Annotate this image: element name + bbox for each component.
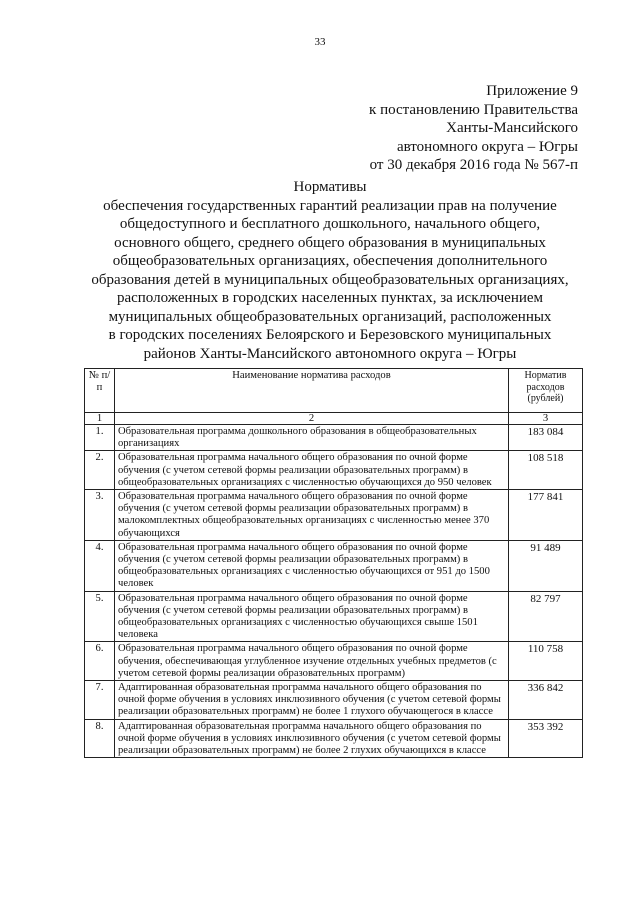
header-name: Наименование норматива расходов (115, 369, 509, 413)
norms-table (84, 368, 583, 758)
page-number: 33 (314, 36, 326, 48)
appendix-line: от 30 декабря 2016 года № 567-п (369, 157, 578, 173)
title-line: общедоступного и бесплатного дошкольного, начального общего, (119, 216, 541, 232)
appendix-block (369, 82, 578, 175)
row-num: 3. (85, 490, 115, 541)
title-line: общеобразовательных организациях, обеспечения дополнительного (112, 253, 548, 269)
index-cell: 1 (85, 413, 115, 425)
row-value: 353 392 (509, 719, 583, 758)
title-line: расположенных в городских населенных пунктах, за исключением (116, 290, 544, 306)
table-row (85, 591, 583, 642)
row-name: Образовательная программа начального общего образования по очной форме обучения (с учетом сетевой формы реализации образовательных программ) в общеобразовательных организациях с численностью обучающихся до 950 человек (115, 451, 509, 490)
table-row (85, 451, 583, 490)
row-value: 336 842 (509, 681, 583, 720)
row-name: Адаптированная образовательная программа начального общего образования по очной форме обучения в условиях инклюзивного обучения (с учетом сетевой формы реализации образовательных программ) не более 2 глухих обучающихся в классе (115, 719, 509, 758)
title-line: в городских поселениях Белоярского и Березовского муниципальных (108, 327, 552, 343)
row-value: 82 797 (509, 591, 583, 642)
title-line: муниципальных общеобразовательных организаций, расположенных (108, 308, 552, 325)
table-row (85, 490, 583, 541)
table-row (85, 642, 583, 681)
appendix-line: Ханты-Мансийского (446, 120, 578, 136)
row-name: Образовательная программа начального общего образования по очной форме обучения (с учетом сетевой формы реализации образовательных программ) в общеобразовательных организациях с численностью обучающихся свыше 1501 человека (115, 591, 509, 642)
index-cell: 3 (509, 413, 583, 425)
title-line: районов Ханты-Мансийского автономного округа – Югры (143, 345, 517, 362)
document-title (60, 178, 600, 363)
row-num: 1. (85, 425, 115, 451)
appendix-line: автономного округа – Югры (396, 138, 578, 155)
row-num: 5. (85, 591, 115, 642)
index-cell: 2 (115, 413, 509, 425)
row-name: Образовательная программа начального общего образования по очной форме обучения, обеспечивающая углубленное изучение отдельных учебных предметов (с учетом сетевой формы реализации образовательных программ) (115, 642, 509, 681)
row-value: 108 518 (509, 451, 583, 490)
row-name: Образовательная программа начального общего образования по очной форме обучения (с учетом сетевой формы реализации образовательных программ) в малокомплектных общеобразовательных организациях с численностью менее 370 обучающихся (115, 490, 509, 541)
row-num: 7. (85, 681, 115, 720)
row-num: 4. (85, 540, 115, 591)
row-name: Образовательная программа дошкольного образования в общеобразовательных организациях (115, 425, 509, 451)
header-value: Норматив расходов (рублей) (509, 369, 583, 413)
table-row (85, 425, 583, 451)
header-num: № п/п (85, 369, 115, 413)
row-num: 8. (85, 719, 115, 758)
row-num: 2. (85, 451, 115, 490)
table-index-row (85, 413, 583, 425)
row-value: 183 084 (509, 425, 583, 451)
appendix-line: к постановлению Правительства (369, 101, 578, 118)
row-value: 110 758 (509, 642, 583, 681)
row-name: Адаптированная образовательная программа начального общего образования по очной форме обучения в условиях инклюзивного обучения (с учетом сетевой формы реализации образовательных программ) не более 1 глухого обучающегося в классе (115, 681, 509, 720)
title-line: обеспечения государственных гарантий реализации прав на получение (103, 197, 557, 214)
row-value: 177 841 (509, 490, 583, 541)
table-row (85, 681, 583, 720)
row-num: 6. (85, 642, 115, 681)
table-row (85, 719, 583, 758)
title-line: образования детей в муниципальных общеобразовательных организациях, (91, 271, 569, 288)
table-header-row (85, 369, 583, 413)
appendix-line: Приложение 9 (486, 83, 578, 99)
row-value: 91 489 (509, 540, 583, 591)
title-heading: Нормативы (293, 179, 367, 195)
row-name: Образовательная программа начального общего образования по очной форме обучения (с учетом сетевой формы реализации образовательных программ) в общеобразовательных организациях с численностью обучающихся от 951 до 1500 человек (115, 540, 509, 591)
title-line: основного общего, среднего общего образования в муниципальных (114, 234, 546, 251)
table-row (85, 540, 583, 591)
